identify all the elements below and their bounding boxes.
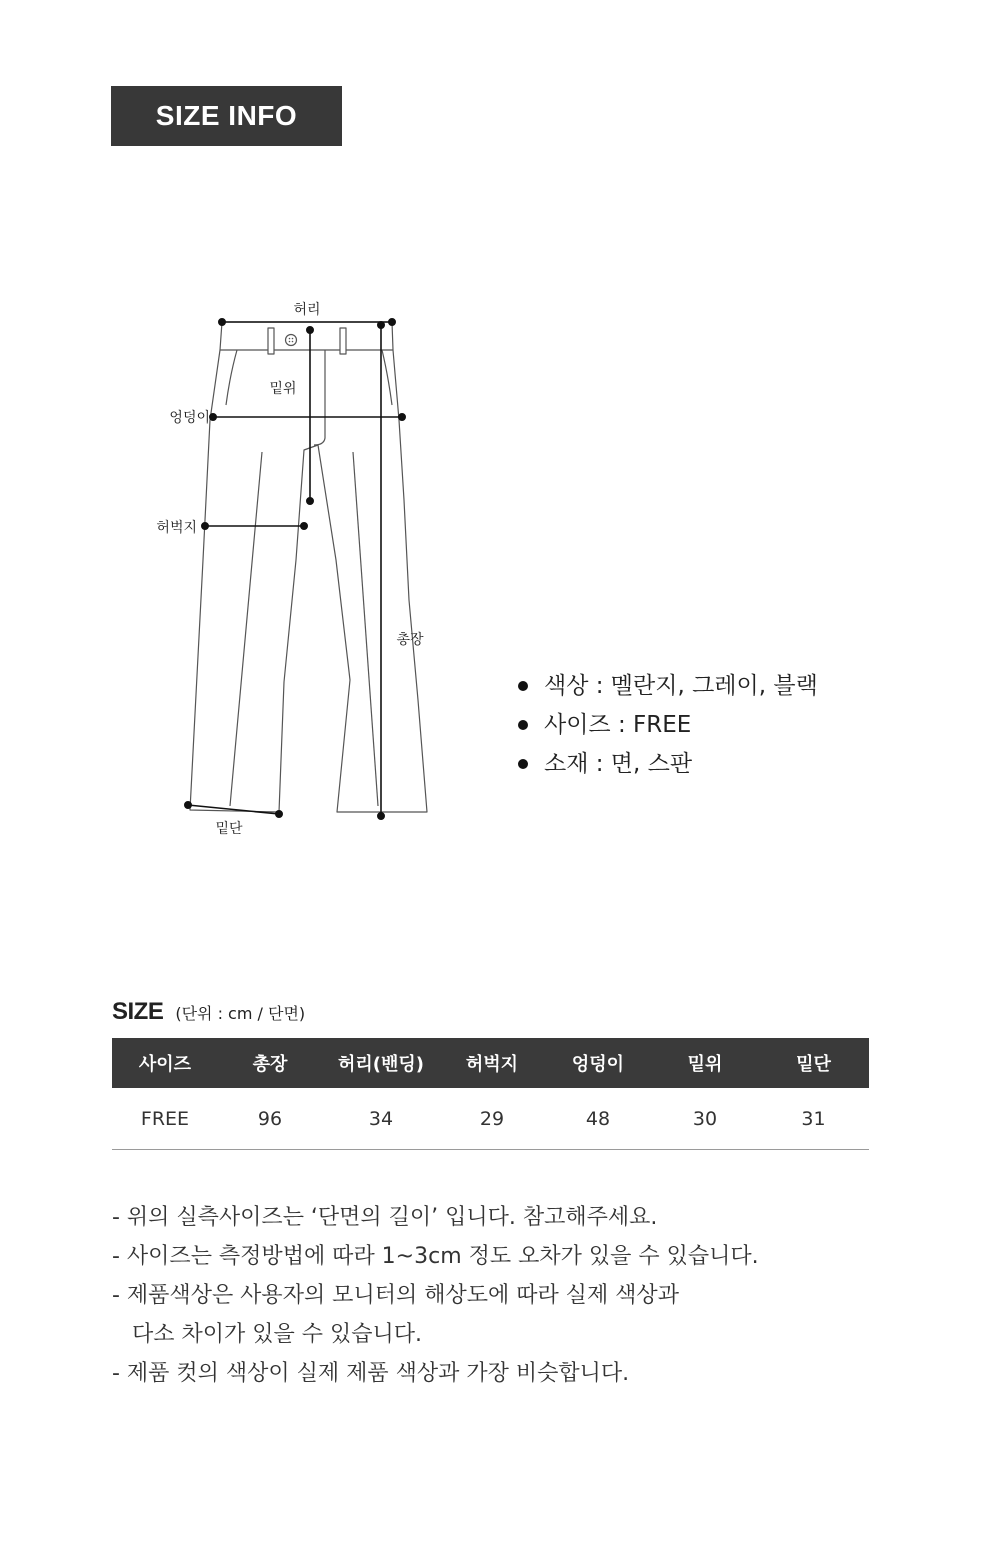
size-table [112, 1038, 869, 1150]
table-header-row [112, 1038, 869, 1088]
left-crease [230, 452, 262, 806]
belt-loop-left [268, 328, 274, 354]
bullet-icon [518, 720, 528, 730]
pants-outline [190, 322, 427, 812]
info-size: 사이즈 : FREE [518, 707, 818, 746]
info-color: 색상 : 멜란지, 그레이, 블랙 [518, 668, 818, 707]
column-header: 밑위 [652, 1038, 758, 1088]
column-header: 허벅지 [440, 1038, 544, 1088]
left-pocket [226, 350, 237, 405]
note-item: - 제품 컷의 색상이 실제 제품 색상과 가장 비슷합니다. [112, 1361, 630, 1386]
column-header: 밑단 [758, 1038, 869, 1088]
label-hip: 엉덩이 [169, 410, 210, 426]
table-cell: 29 [440, 1088, 544, 1150]
table-cell: 48 [544, 1088, 652, 1150]
note-item: - 사이즈는 측정방법에 따라 1~3cm 정도 오차가 있을 수 있습니다. [112, 1244, 759, 1269]
right-pocket [382, 350, 392, 405]
label-waist: 허리 [293, 302, 321, 318]
note-item: - 제품색상은 사용자의 모니터의 해상도에 따라 실제 색상과 [112, 1283, 679, 1308]
column-header: 총장 [218, 1038, 322, 1088]
column-header: 엉덩이 [544, 1038, 652, 1088]
pants-illustration [190, 322, 427, 812]
product-info-list [518, 668, 818, 785]
bullet-icon [518, 681, 528, 691]
table-row [112, 1088, 869, 1150]
size-title: SIZE [112, 998, 164, 1025]
notes-list [112, 1198, 759, 1393]
size-info-title: SIZE INFO [111, 86, 342, 146]
size-unit: (단위 : cm / 단면) [175, 1004, 306, 1023]
fly-placket [314, 350, 325, 445]
hem-line [188, 805, 279, 814]
table-cell: 96 [218, 1088, 322, 1150]
note-item: 다소 차이가 있을 수 있습니다. [132, 1322, 422, 1347]
belt-loop-right [340, 328, 346, 354]
label-hem: 밑단 [215, 821, 243, 837]
table-cell: 30 [652, 1088, 758, 1150]
table-cell: FREE [112, 1088, 218, 1150]
right-crease [353, 452, 378, 806]
bullet-icon [518, 759, 528, 769]
table-cell: 31 [758, 1088, 869, 1150]
label-length: 총장 [396, 632, 424, 648]
label-rise: 밑위 [269, 381, 297, 397]
note-item: - 위의 실측사이즈는 ‘단면의 길이’ 입니다. 참고해주세요. [112, 1205, 658, 1230]
table-cell: 34 [322, 1088, 440, 1150]
column-header: 허리(밴딩) [322, 1038, 440, 1088]
label-thigh: 허벅지 [156, 520, 197, 536]
button-icon [286, 335, 297, 346]
size-table-heading [112, 998, 305, 1026]
column-header: 사이즈 [112, 1038, 218, 1088]
info-material: 소재 : 면, 스판 [518, 746, 818, 785]
